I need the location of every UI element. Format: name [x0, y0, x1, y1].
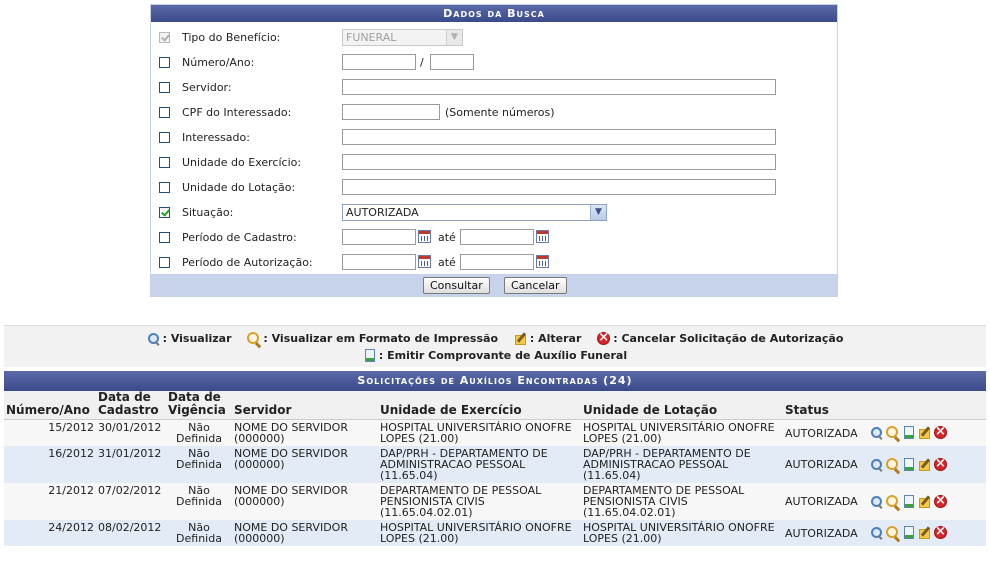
table-row	[4, 520, 986, 546]
search-form-caption: Dados da Busca	[151, 5, 837, 22]
cancel-icon[interactable]	[934, 426, 948, 440]
cancel-button[interactable]: Cancelar	[504, 277, 567, 294]
print-view-icon[interactable]	[886, 458, 900, 472]
results-table	[4, 371, 986, 546]
header-actions	[868, 391, 986, 420]
header-numero: Número/Ano	[4, 391, 96, 420]
table-row	[4, 420, 986, 447]
unidade-lotacao-label: Unidade do Lotação:	[182, 181, 296, 194]
header-cadastro: Data de Cadastro	[96, 391, 166, 420]
cell-status: AUTORIZADA	[783, 446, 868, 483]
interessado-checkbox[interactable]	[159, 132, 170, 143]
field-row-cpf	[151, 102, 837, 124]
actions-legend	[4, 325, 986, 367]
numero-ano-checkbox[interactable]	[159, 57, 170, 68]
legend-edit	[514, 332, 582, 346]
periodo-cadastro-label: Período de Cadastro:	[182, 231, 297, 244]
situacao-label: Situação:	[182, 206, 234, 219]
cell-lotacao: DAP/PRH - DEPARTAMENTO DE ADMINISTRACAO PESSOAL (11.65.04)	[581, 446, 783, 483]
table-row	[4, 446, 986, 483]
cancel-icon[interactable]	[934, 458, 948, 472]
cell-exercicio: DEPARTAMENTO DE PESSOAL PENSIONISTA CIVIS (11.65.04.02.01)	[378, 483, 581, 520]
cell-lotacao: HOSPITAL UNIVERSITÁRIO ONOFRE LOPES (21.00)	[581, 420, 783, 447]
situacao-checkbox[interactable]	[159, 207, 170, 218]
receipt-icon	[363, 349, 377, 363]
cell-numero: 24/2012	[4, 520, 96, 546]
numero-input[interactable]	[342, 54, 416, 70]
ano-input[interactable]	[430, 54, 474, 70]
legend-cancel-label: : Cancelar Solicitação de Autorização	[613, 332, 844, 345]
calendar-icon[interactable]	[536, 230, 549, 243]
cell-lotacao: HOSPITAL UNIVERSITÁRIO ONOFRE LOPES (21.00)	[581, 520, 783, 546]
interessado-input[interactable]	[342, 129, 776, 145]
legend-receipt	[363, 349, 627, 363]
search-button[interactable]: Consultar	[423, 277, 490, 294]
field-row-interessado	[151, 127, 837, 149]
field-row-situacao	[151, 202, 837, 224]
header-exercicio: Unidade de Exercício	[378, 391, 581, 420]
magnifier-icon[interactable]	[870, 458, 884, 472]
interessado-label: Interessado:	[182, 131, 250, 144]
cell-servidor: NOME DO SERVIDOR (000000)	[232, 446, 378, 483]
chevron-down-icon: ▼	[590, 205, 606, 220]
header-lotacao: Unidade de Lotação	[581, 391, 783, 420]
edit-icon[interactable]	[918, 526, 932, 540]
cell-servidor: NOME DO SERVIDOR (000000)	[232, 420, 378, 447]
unidade-exercicio-input[interactable]	[342, 154, 776, 170]
field-row-tipo-beneficio	[151, 27, 837, 49]
unidade-lotacao-input[interactable]	[342, 179, 776, 195]
tipo-beneficio-select[interactable]	[342, 29, 463, 46]
numero-ano-label: Número/Ano:	[182, 56, 255, 69]
edit-icon	[514, 332, 528, 346]
magnifier-icon[interactable]	[870, 495, 884, 509]
receipt-icon[interactable]	[902, 458, 916, 472]
edit-icon[interactable]	[918, 458, 932, 472]
field-row-periodo-autorizacao	[151, 252, 837, 274]
cancel-icon[interactable]	[934, 526, 948, 540]
receipt-icon[interactable]	[902, 495, 916, 509]
field-row-unidade-exercicio	[151, 152, 837, 174]
form-footer	[151, 274, 837, 296]
legend-line-1	[4, 332, 986, 346]
servidor-label: Servidor:	[182, 81, 232, 94]
chevron-down-icon: ▼	[446, 30, 462, 45]
servidor-checkbox[interactable]	[159, 82, 170, 93]
search-form	[150, 4, 838, 297]
cell-vigencia: Não Definida	[166, 520, 232, 546]
periodo-autorizacao-label: Período de Autorização:	[182, 256, 313, 269]
cell-lotacao: DEPARTAMENTO DE PESSOAL PENSIONISTA CIVIS (11.65.04.02.01)	[581, 483, 783, 520]
cpf-label: CPF do Interessado:	[182, 106, 292, 119]
results-caption: Solicitações de Auxílios Encontradas (24)	[4, 371, 986, 391]
calendar-icon[interactable]	[536, 255, 549, 268]
cell-numero: 21/2012	[4, 483, 96, 520]
legend-view-label: : Visualizar	[162, 332, 232, 345]
print-view-icon[interactable]	[886, 426, 900, 440]
magnifier-icon[interactable]	[870, 426, 884, 440]
cpf-hint: (Somente números)	[445, 106, 555, 119]
field-row-servidor	[151, 77, 837, 99]
cell-cadastro: 08/02/2012	[96, 520, 166, 546]
numero-ano-separator: /	[420, 56, 424, 69]
legend-line-2	[4, 349, 986, 363]
situacao-select[interactable]	[342, 204, 607, 221]
cell-cadastro: 07/02/2012	[96, 483, 166, 520]
row-actions	[868, 520, 986, 546]
cell-status: AUTORIZADA	[783, 483, 868, 520]
header-status: Status	[783, 391, 868, 420]
periodo-cadastro-checkbox[interactable]	[159, 232, 170, 243]
unidade-exercicio-checkbox[interactable]	[159, 157, 170, 168]
cancel-icon[interactable]	[934, 495, 948, 509]
cell-cadastro: 31/01/2012	[96, 446, 166, 483]
row-actions	[868, 420, 986, 447]
servidor-input[interactable]	[342, 79, 776, 95]
cpf-input[interactable]	[342, 104, 440, 120]
tipo-beneficio-checkbox[interactable]	[159, 32, 170, 43]
periodo-autorizacao-checkbox[interactable]	[159, 257, 170, 268]
results-header-row	[4, 391, 986, 420]
cell-exercicio: HOSPITAL UNIVERSITÁRIO ONOFRE LOPES (21.00)	[378, 420, 581, 447]
calendar-icon[interactable]	[418, 230, 431, 243]
row-actions	[868, 446, 986, 483]
cell-numero: 15/2012	[4, 420, 96, 447]
magnifier-icon[interactable]	[870, 526, 884, 540]
print-view-icon	[247, 332, 261, 346]
row-actions	[868, 483, 986, 520]
cell-cadastro: 30/01/2012	[96, 420, 166, 447]
edit-icon[interactable]	[918, 426, 932, 440]
field-row-unidade-lotacao	[151, 177, 837, 199]
autorizacao-inicio-input[interactable]	[342, 254, 416, 270]
cadastro-fim-input[interactable]	[460, 229, 534, 245]
magnifier-icon	[147, 332, 161, 346]
cadastro-ate-label: até	[438, 231, 456, 244]
tipo-beneficio-value: FUNERAL	[346, 31, 397, 44]
situacao-value: AUTORIZADA	[346, 206, 419, 219]
cancel-icon	[597, 332, 611, 346]
table-row	[4, 483, 986, 520]
receipt-icon[interactable]	[902, 526, 916, 540]
autorizacao-fim-input[interactable]	[460, 254, 534, 270]
legend-print	[247, 332, 498, 346]
unidade-lotacao-checkbox[interactable]	[159, 182, 170, 193]
tipo-beneficio-label: Tipo do Benefício:	[182, 31, 281, 44]
legend-receipt-label: : Emitir Comprovante de Auxílio Funeral	[378, 349, 628, 362]
cell-status: AUTORIZADA	[783, 420, 868, 447]
legend-cancel	[597, 332, 843, 346]
field-row-periodo-cadastro	[151, 227, 837, 249]
unidade-exercicio-label: Unidade do Exercício:	[182, 156, 302, 169]
cell-vigencia: Não Definida	[166, 420, 232, 447]
print-view-icon[interactable]	[886, 526, 900, 540]
cell-vigencia: Não Definida	[166, 446, 232, 483]
field-row-numero-ano	[151, 52, 837, 74]
cell-numero: 16/2012	[4, 446, 96, 483]
legend-print-label: : Visualizar em Formato de Impressão	[263, 332, 499, 345]
cell-exercicio: DAP/PRH - DEPARTAMENTO DE ADMINISTRACAO PESSOAL (11.65.04)	[378, 446, 581, 483]
cadastro-inicio-input[interactable]	[342, 229, 416, 245]
legend-edit-label: : Alterar	[529, 332, 582, 345]
header-vigencia: Data de Vigência	[166, 391, 232, 420]
cpf-checkbox[interactable]	[159, 107, 170, 118]
edit-icon[interactable]	[918, 495, 932, 509]
legend-view	[147, 332, 232, 346]
header-servidor: Servidor	[232, 391, 378, 420]
cell-exercicio: HOSPITAL UNIVERSITÁRIO ONOFRE LOPES (21.00)	[378, 520, 581, 546]
calendar-icon[interactable]	[418, 255, 431, 268]
receipt-icon[interactable]	[902, 426, 916, 440]
cell-vigencia: Não Definida	[166, 483, 232, 520]
cell-servidor: NOME DO SERVIDOR (000000)	[232, 520, 378, 546]
cell-status: AUTORIZADA	[783, 520, 868, 546]
print-view-icon[interactable]	[886, 495, 900, 509]
cell-servidor: NOME DO SERVIDOR (000000)	[232, 483, 378, 520]
autorizacao-ate-label: até	[438, 256, 456, 269]
